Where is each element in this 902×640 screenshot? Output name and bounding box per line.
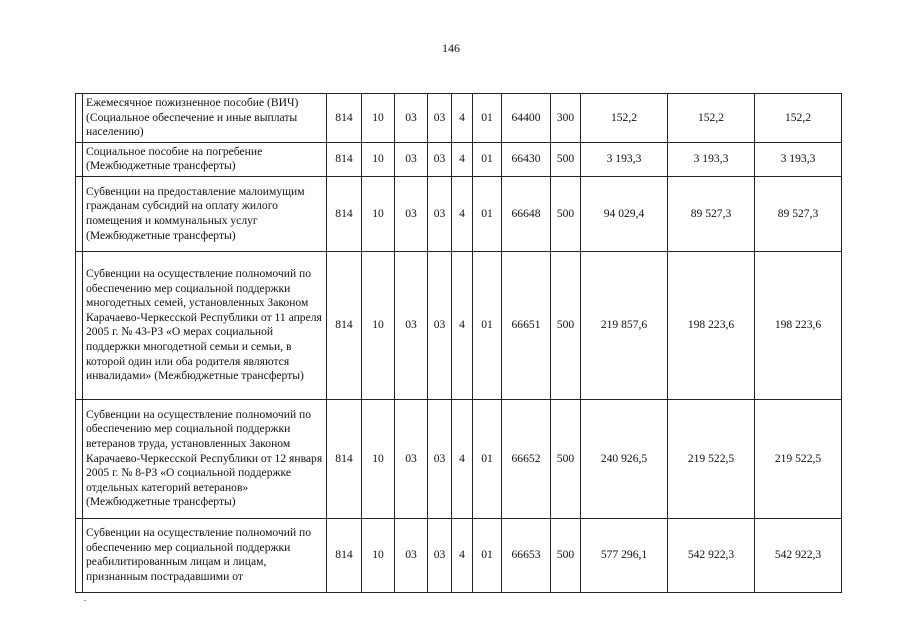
- row-amount-1: 240 926,5: [581, 399, 668, 518]
- row-name: Субвенции на предоставление малоимущим гражданам субсидий на оплату жилого помещения и коммунальных услуг (Межбюджетные трансферты): [83, 176, 327, 251]
- row-subprogram-code: 4: [452, 142, 473, 176]
- row-measure-code: 01: [473, 251, 502, 399]
- row-expense-type-code: 500: [551, 251, 581, 399]
- row-expense-type-code: 500: [551, 518, 581, 592]
- row-amount-1: 219 857,6: [581, 251, 668, 399]
- row-ved-code: 814: [327, 176, 362, 251]
- row-subsection-code: 03: [395, 94, 428, 143]
- row-spacer-cell: [76, 94, 83, 143]
- row-amount-3: 198 223,6: [755, 251, 842, 399]
- row-program-code: 03: [428, 94, 452, 143]
- row-subprogram-code: 4: [452, 399, 473, 518]
- row-program-code: 03: [428, 142, 452, 176]
- row-amount-2: 89 527,3: [668, 176, 755, 251]
- row-amount-1: 3 193,3: [581, 142, 668, 176]
- row-program-code: 03: [428, 251, 452, 399]
- row-amount-3: 219 522,5: [755, 399, 842, 518]
- row-measure-code: 01: [473, 142, 502, 176]
- table-row: [76, 399, 842, 518]
- row-amount-1: 94 029,4: [581, 176, 668, 251]
- row-program-code: 03: [428, 399, 452, 518]
- row-amount-3: 3 193,3: [755, 142, 842, 176]
- budget-table: [75, 93, 842, 593]
- row-spacer-cell: [76, 251, 83, 399]
- row-section-code: 10: [362, 94, 395, 143]
- row-spacer-cell: [76, 142, 83, 176]
- row-direction-code: 64400: [502, 94, 551, 143]
- row-direction-code: 66651: [502, 251, 551, 399]
- row-spacer-cell: [76, 518, 83, 592]
- row-subsection-code: 03: [395, 399, 428, 518]
- row-expense-type-code: 300: [551, 94, 581, 143]
- row-section-code: 10: [362, 399, 395, 518]
- row-name: Ежемесячное пожизненное пособие (ВИЧ) (Социальное обеспечение и иные выплаты населению): [83, 94, 327, 143]
- row-direction-code: 66648: [502, 176, 551, 251]
- row-amount-2: 3 193,3: [668, 142, 755, 176]
- row-measure-code: 01: [473, 399, 502, 518]
- row-direction-code: 66652: [502, 399, 551, 518]
- row-ved-code: 814: [327, 142, 362, 176]
- row-expense-type-code: 500: [551, 142, 581, 176]
- row-section-code: 10: [362, 251, 395, 399]
- row-amount-1: 152,2: [581, 94, 668, 143]
- row-subsection-code: 03: [395, 176, 428, 251]
- row-ved-code: 814: [327, 94, 362, 143]
- row-expense-type-code: 500: [551, 176, 581, 251]
- row-subsection-code: 03: [395, 251, 428, 399]
- row-name: Субвенции на осуществление полномочий по обеспечению мер социальной поддержки реабилитированным лицам и лицам, признанным пострадавшими от: [83, 518, 327, 592]
- row-measure-code: 01: [473, 518, 502, 592]
- row-name: Субвенции на осуществление полномочий по обеспечению мер социальной поддержки ветеранов труда, установленных Законом Карачаево-Черкесской Республики от 12 января 2005 г. № 8-РЗ «О социальной поддержке отдельных категорий ветеранов» (Межбюджетные трансферты): [83, 399, 327, 518]
- row-amount-2: 542 922,3: [668, 518, 755, 592]
- row-amount-2: 198 223,6: [668, 251, 755, 399]
- table-row: [76, 176, 842, 251]
- row-amount-2: 152,2: [668, 94, 755, 143]
- row-spacer-cell: [76, 399, 83, 518]
- row-amount-3: 542 922,3: [755, 518, 842, 592]
- row-ved-code: 814: [327, 518, 362, 592]
- row-section-code: 10: [362, 518, 395, 592]
- row-ved-code: 814: [327, 399, 362, 518]
- row-section-code: 10: [362, 176, 395, 251]
- row-subsection-code: 03: [395, 142, 428, 176]
- row-measure-code: 01: [473, 94, 502, 143]
- row-spacer-cell: [76, 176, 83, 251]
- row-amount-2: 219 522,5: [668, 399, 755, 518]
- scan-speck: [84, 600, 86, 601]
- budget-table-body: [76, 94, 842, 593]
- row-measure-code: 01: [473, 176, 502, 251]
- row-ved-code: 814: [327, 251, 362, 399]
- row-program-code: 03: [428, 176, 452, 251]
- row-direction-code: 66653: [502, 518, 551, 592]
- row-subprogram-code: 4: [452, 251, 473, 399]
- row-section-code: 10: [362, 142, 395, 176]
- row-direction-code: 66430: [502, 142, 551, 176]
- row-subprogram-code: 4: [452, 94, 473, 143]
- table-row: [76, 94, 842, 143]
- row-program-code: 03: [428, 518, 452, 592]
- row-amount-3: 152,2: [755, 94, 842, 143]
- table-row: [76, 518, 842, 592]
- row-subprogram-code: 4: [452, 176, 473, 251]
- row-subsection-code: 03: [395, 518, 428, 592]
- row-amount-1: 577 296,1: [581, 518, 668, 592]
- row-amount-3: 89 527,3: [755, 176, 842, 251]
- row-subprogram-code: 4: [452, 518, 473, 592]
- table-row: [76, 142, 842, 176]
- row-name: Социальное пособие на погребение (Межбюджетные трансферты): [83, 142, 327, 176]
- row-name: Субвенции на осуществление полномочий по обеспечению мер социальной поддержки многодетных семей, установленных Законом Карачаево-Черкесской Республики от 11 апреля 2005 г. № 43-РЗ «О мерах социальной поддержки многодетной семьи и семьи, в которой один или оба родителя являются инвалидами» (Межбюджетные трансферты): [83, 251, 327, 399]
- row-expense-type-code: 500: [551, 399, 581, 518]
- table-row: [76, 251, 842, 399]
- page-number: 146: [442, 41, 460, 55]
